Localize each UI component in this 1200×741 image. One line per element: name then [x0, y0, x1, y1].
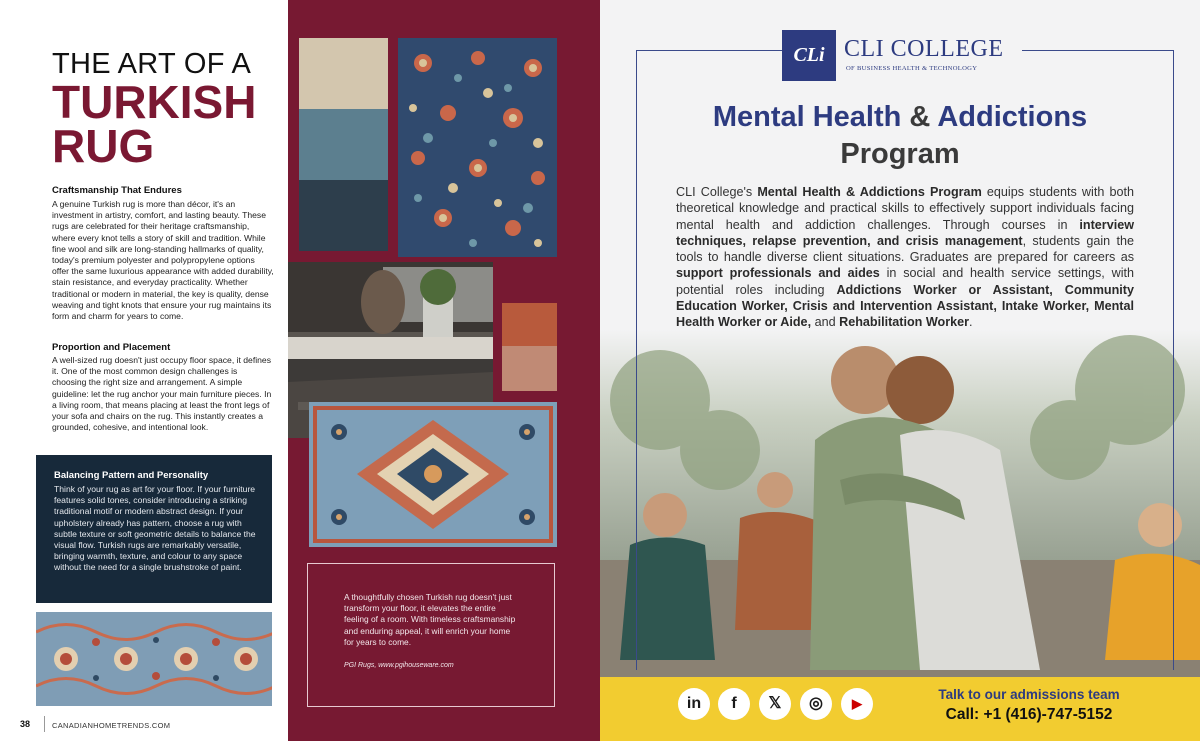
- logo-mark: CLi: [782, 30, 836, 81]
- color-swatch-rust: [502, 303, 557, 346]
- instagram-icon[interactable]: ◎: [800, 688, 832, 720]
- color-swatch-beige: [299, 38, 388, 109]
- left-page: [0, 0, 288, 741]
- rug-image-blue: [398, 38, 557, 257]
- college-subtitle: OF BUSINESS HEALTH & TECHNOLOGY: [846, 65, 978, 72]
- title-line-3: RUG: [52, 120, 155, 172]
- ad-body-text: [676, 184, 1134, 331]
- body-span: .: [969, 315, 973, 330]
- section-text: A genuine Turkish rug is more than décor, it's an investment in artistry, comfort, and lasting beauty. These rugs are celebrated for their heritage craftsmanship, where every knot tells a story of skill and tradition. While fine wool and silk are long-standing hallmarks of quality, today's premium polyester and polypropylene options offer the same luxurious appearance with added durability, stain resistance, and everyday practicality. Whether traditional or modern in material, the key is quality, dense weaving and tight knots that ensure your rug maintains its form and charm for years to come.: [52, 199, 274, 322]
- footer-divider: [44, 716, 45, 732]
- body-span: in social and health service settings, with potential roles including: [676, 266, 1134, 297]
- section-text: A well-sized rug doesn't just occupy floor space, it defines it. One of the most common design challenges is choosing the right size and arrangement. A simple guideline: let the rug anchor your main furniture pieces. In a living room, that means placing at least the front legs of your sofa and chairs on the rug. This instantly creates a grounded, cohesive, and intentional look.: [52, 355, 272, 433]
- section-heading: Craftsmanship That Endures: [52, 185, 182, 196]
- rug-image-small: [36, 612, 272, 706]
- body-span: and: [811, 315, 840, 330]
- caption-text: A thoughtfully chosen Turkish rug doesn't just transform your floor, it elevates the entire feeling of a room. With timeless craftsmanship and enduring appeal, it will enrich your home for years to come.: [344, 592, 516, 647]
- body-bold: interview techniques, relapse prevention, and crisis management: [676, 217, 1134, 248]
- body-span: equips students with both theoretical knowledge and practical skills to effectively support individuals facing mental health and addiction challenges. Through courses in: [676, 185, 1134, 232]
- college-name: CLI COLLEGE: [844, 36, 1004, 62]
- section-heading: Balancing Pattern and Personality: [54, 470, 209, 481]
- body-bold: Rehabilitation Worker: [839, 315, 970, 330]
- cta-phone[interactable]: Call: +1 (416)-747-5152: [945, 706, 1113, 723]
- facebook-icon[interactable]: f: [718, 688, 750, 720]
- headline-part-2: Addictions: [937, 101, 1088, 133]
- website-url: CANADIANHOMETRENDS.COM: [52, 721, 171, 730]
- rug-image-medallion: [309, 402, 557, 547]
- photo-credit: PGI Rugs, www.pgihouseware.com: [344, 662, 454, 669]
- headline-part-1: Mental Health: [712, 101, 902, 133]
- title-line-1: THE ART OF A: [52, 48, 252, 80]
- headline-ampersand: &: [901, 101, 938, 133]
- body-bold: support professionals and aides: [676, 266, 880, 281]
- section-text: Think of your rug as art for your floor. If your furniture features solid tones, consider introducing a striking traditional motif or modern abstract design. If your upholstery already has pattern, choose a rug with subtle texture or soft geometric details to balance the visual flow. Turkish rugs are remarkably versatile, bringing warmth, texture, and colour to any space without the need for a single brushstroke of paint.: [54, 484, 256, 573]
- linkedin-icon[interactable]: in: [678, 688, 710, 720]
- rug-pattern-blue: [36, 612, 272, 706]
- body-bold: Addictions Worker or Assistant, Community Education Worker, Crisis and Intervention Assistant, Intake Worker, Mental Health Worker or Aide,: [676, 282, 1134, 330]
- ad-headline: [600, 101, 1200, 134]
- body-span: , students gain the tools to handle diverse client situations. Graduates are prepared for careers as: [676, 233, 1134, 265]
- body-span: CLI College's: [676, 185, 758, 199]
- ad-headline-line-2: Program: [840, 138, 960, 170]
- section-heading: Proportion and Placement: [52, 342, 171, 353]
- color-swatch-navy: [299, 180, 388, 251]
- color-swatch-blue: [299, 109, 388, 180]
- title-line-2: TURKISH: [52, 76, 257, 128]
- rug-pattern-medallion: [309, 402, 557, 547]
- rug-pattern-navy: [398, 38, 557, 257]
- body-bold: Mental Health & Addictions Program: [757, 185, 982, 199]
- x-icon[interactable]: 𝕏: [759, 688, 791, 720]
- page-number: 38: [20, 719, 31, 729]
- advertisement-page: [600, 0, 1200, 741]
- caption-box: [307, 563, 555, 707]
- youtube-icon[interactable]: ▶: [841, 688, 873, 720]
- color-swatch-clay: [502, 346, 557, 391]
- college-logo: [782, 30, 1022, 82]
- highlight-box: [36, 455, 272, 603]
- cta-talk-text: Talk to our admissions team: [938, 687, 1120, 702]
